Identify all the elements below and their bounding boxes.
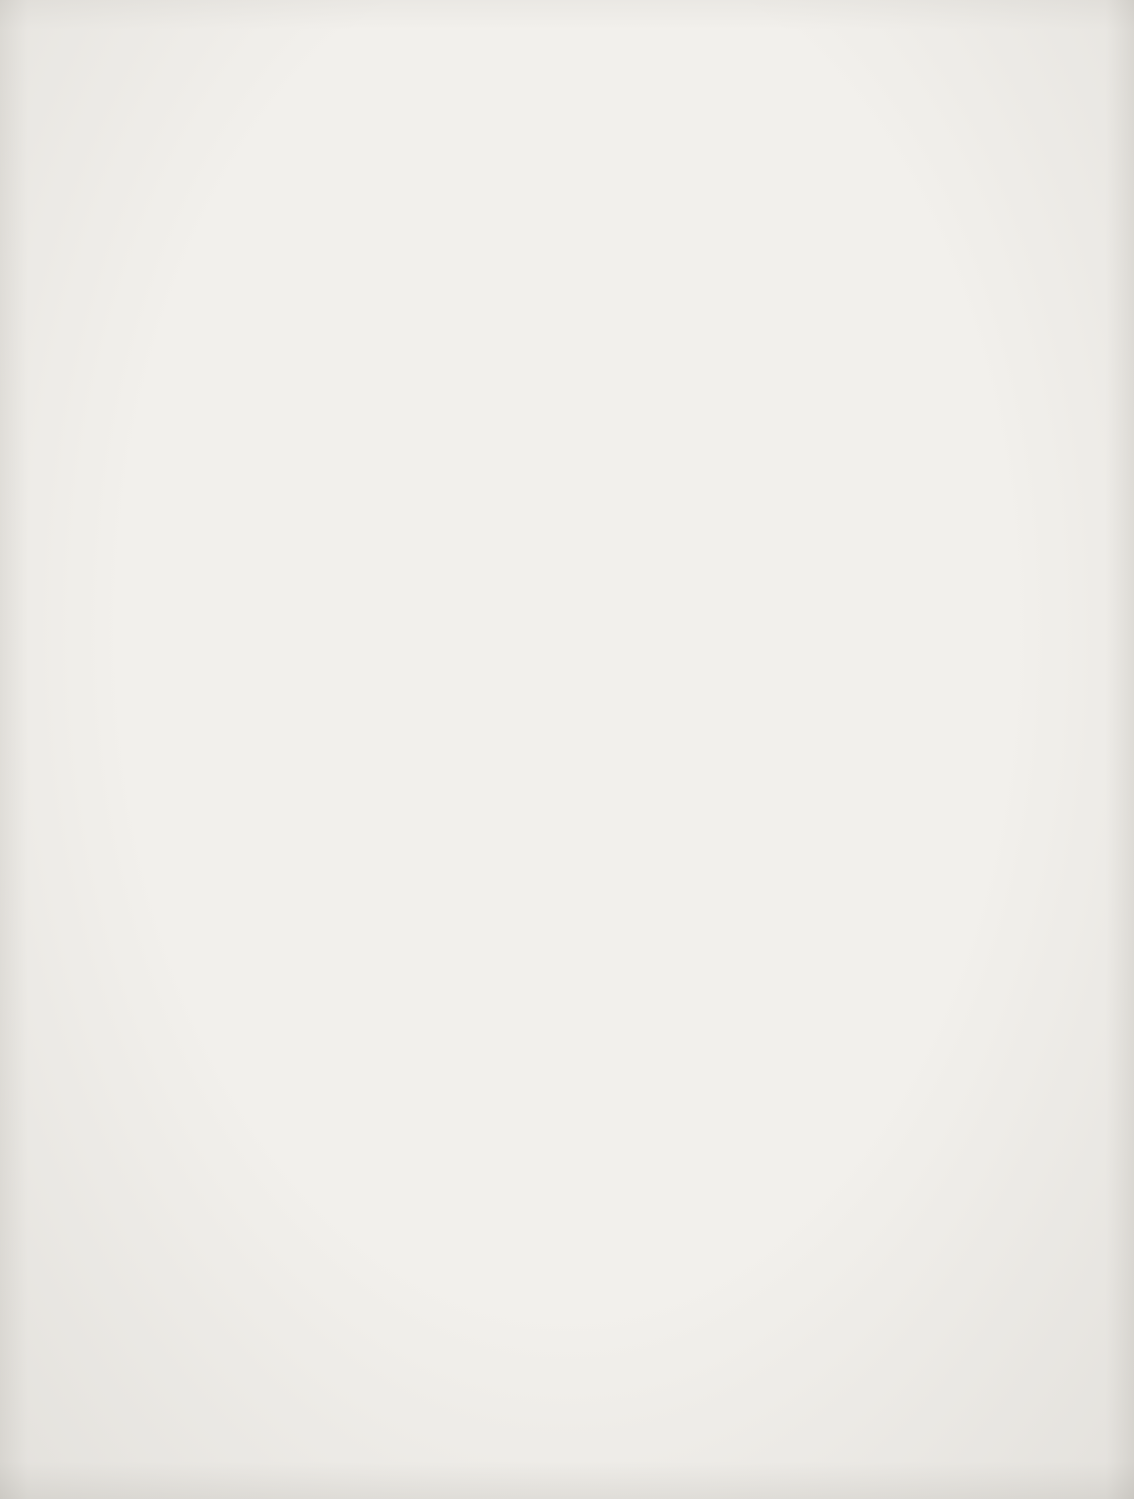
temperature-stability-chart <box>237 536 1023 966</box>
temperature-stability-graph <box>237 536 1023 966</box>
